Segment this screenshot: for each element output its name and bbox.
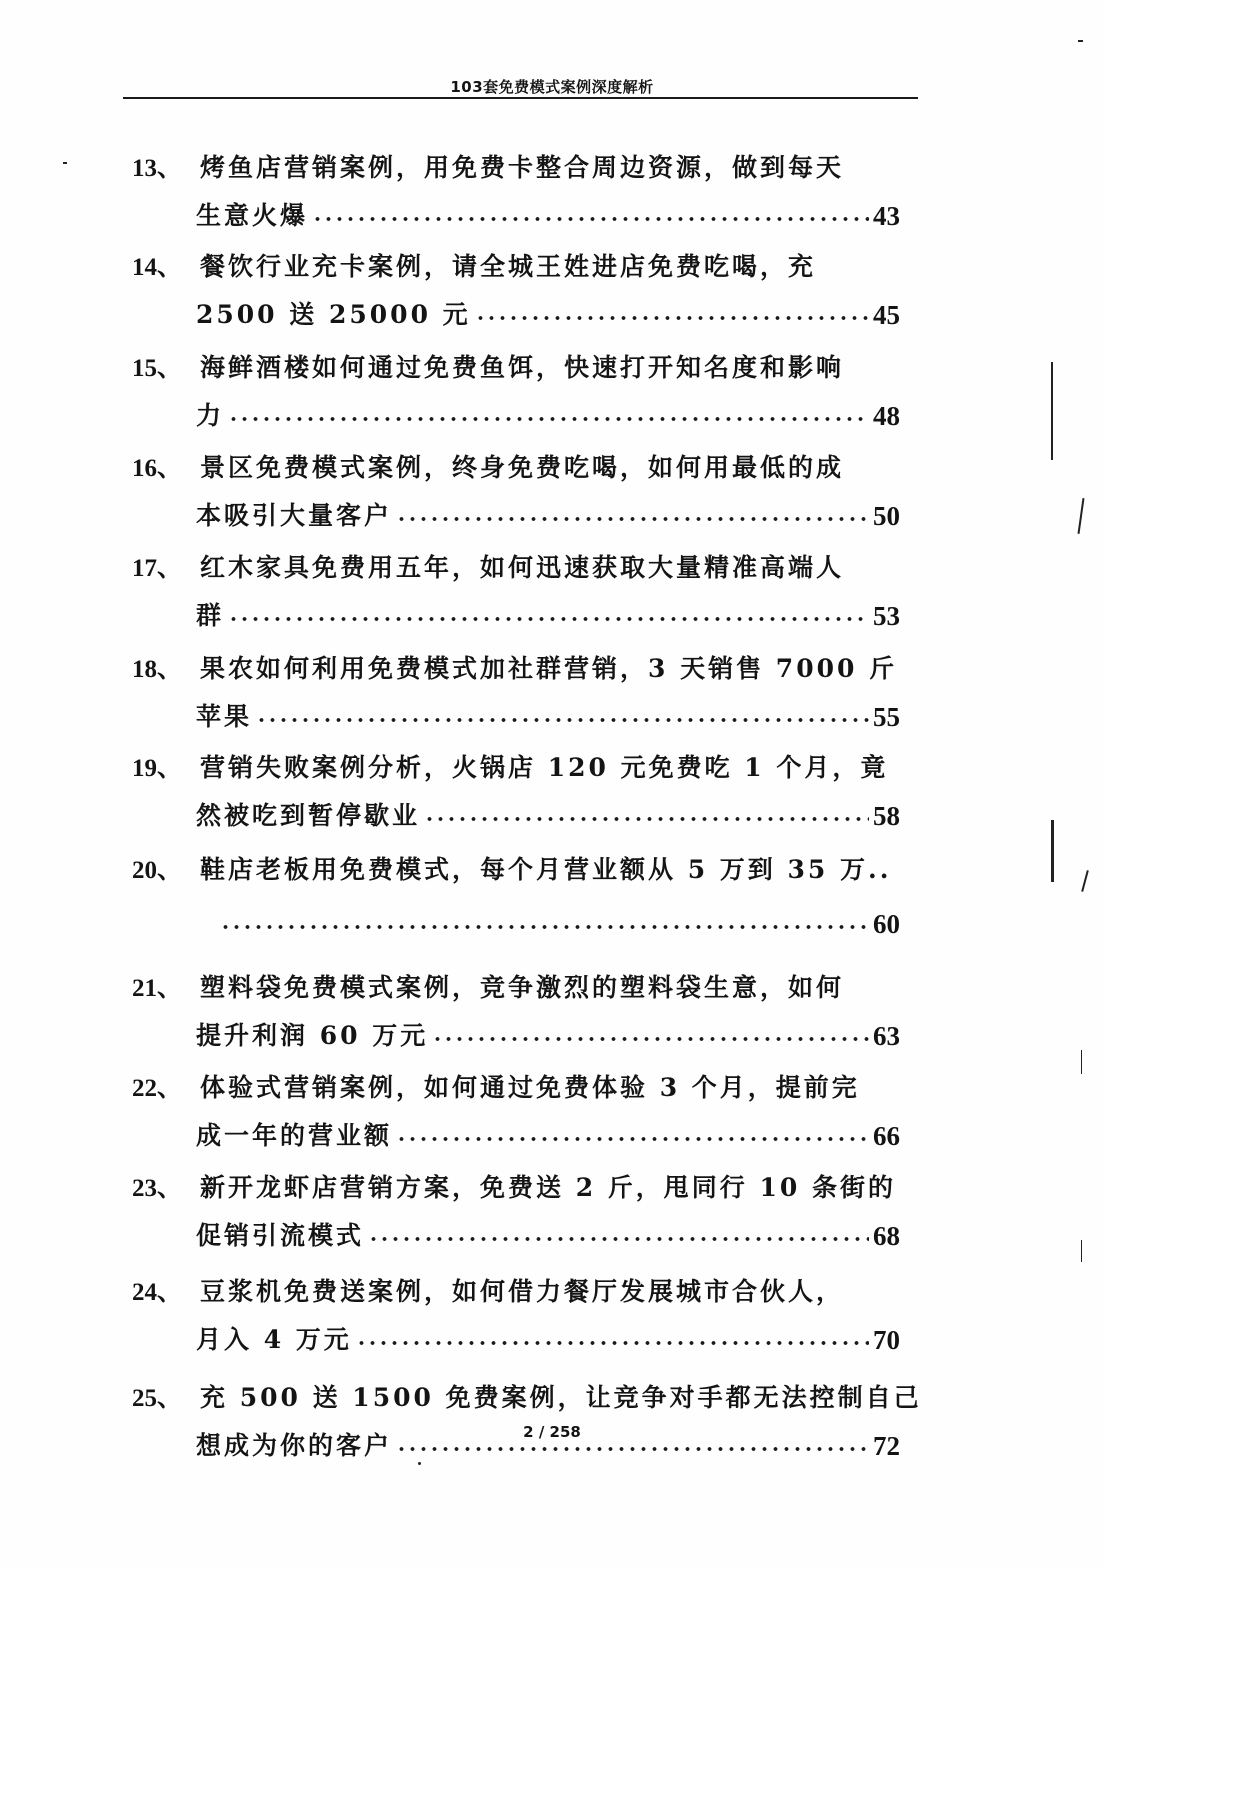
toc-entry[interactable] — [132, 446, 900, 534]
scan-mark — [1078, 40, 1083, 42]
toc-entry[interactable] — [132, 848, 900, 940]
entry-page-number: 43 — [873, 201, 900, 231]
dot-leader — [475, 312, 869, 324]
entry-page-number: 53 — [873, 601, 900, 631]
entry-page-number: 45 — [873, 300, 900, 330]
entry-number: 24、 — [132, 1279, 183, 1306]
entry-page-number: 68 — [873, 1221, 900, 1251]
running-header-title: 103套免费模式案例深度解析 — [450, 78, 654, 96]
entry-number: 20、 — [132, 857, 183, 884]
entry-page-number: 60 — [873, 909, 900, 939]
entry-page-number: 72 — [873, 1431, 900, 1461]
scan-mark — [418, 1462, 421, 1465]
entry-page-number: 48 — [873, 401, 900, 431]
dot-leader — [396, 1443, 869, 1455]
entry-title: 果农如何利用免费模式加社群营销，3 天销售 7000 斤 — [200, 654, 898, 683]
entry-number: 18、 — [132, 656, 183, 683]
entry-title-continued: 群 — [196, 601, 225, 630]
entry-title: 海鲜酒楼如何通过免费鱼饵，快速打开知名度和影响 — [200, 353, 845, 382]
scan-mark — [1081, 1240, 1082, 1262]
entry-page-number: 63 — [873, 1021, 900, 1051]
header-rule — [123, 97, 918, 99]
entry-number: 25、 — [132, 1385, 183, 1412]
entry-page-number: 66 — [873, 1121, 900, 1151]
dot-leader — [228, 413, 869, 425]
dot-leader — [396, 513, 869, 525]
entry-title: 体验式营销案例，如何通过免费体验 3 个月，提前完 — [200, 1073, 860, 1102]
dot-leader — [432, 1033, 869, 1045]
entry-title-continued: 力 — [196, 401, 225, 430]
dot-leader — [368, 1233, 869, 1245]
entry-title-continued: 苹果 — [196, 702, 253, 731]
scan-mark — [1081, 870, 1089, 892]
entry-page-number: 70 — [873, 1325, 900, 1355]
entry-title-continued: 想成为你的客户 — [196, 1431, 393, 1460]
entry-title: 豆浆机免费送案例，如何借力餐厅发展城市合伙人， — [200, 1277, 845, 1306]
entry-page-number: 50 — [873, 501, 900, 531]
entry-title: 营销失败案例分析，火锅店 120 元免费吃 1 个月，竟 — [200, 753, 889, 782]
entry-title: 景区免费模式案例，终身免费吃喝，如何用最低的成 — [200, 453, 845, 482]
entry-page-number: 55 — [873, 702, 900, 732]
entry-number: 21、 — [132, 975, 183, 1002]
page-indicator: 2 / 258 — [523, 1423, 581, 1441]
entry-title-continued: 月入 4 万元 — [196, 1325, 352, 1354]
entry-title-continued: 提升利润 60 万元 — [196, 1021, 429, 1050]
toc-entry[interactable] — [132, 746, 900, 834]
entry-title: 新开龙虾店营销方案，免费送 2 斤，甩同行 10 条街的 — [200, 1173, 897, 1202]
entry-title-continued: 促销引流模式 — [196, 1221, 365, 1250]
toc-entry[interactable] — [132, 245, 900, 333]
entry-title-continued: 生意火爆 — [196, 201, 309, 230]
scan-mark — [1051, 820, 1054, 882]
entry-title-continued: 成一年的营业额 — [196, 1121, 393, 1150]
toc-entry[interactable] — [132, 546, 900, 634]
dot-leader — [228, 613, 869, 625]
entry-title: 烤鱼店营销案例，用免费卡整合周边资源，做到每天 — [200, 153, 845, 182]
entry-number: 22、 — [132, 1075, 183, 1102]
entry-number: 15、 — [132, 355, 183, 382]
dot-leader — [356, 1337, 869, 1349]
entry-title: 红木家具免费用五年，如何迅速获取大量精准高端人 — [200, 553, 845, 582]
toc-entry[interactable] — [132, 966, 900, 1054]
toc-entry[interactable] — [132, 647, 900, 735]
scan-mark — [1078, 498, 1085, 534]
dot-leader — [220, 921, 869, 933]
toc-entry[interactable] — [132, 346, 900, 434]
entry-number: 16、 — [132, 455, 183, 482]
toc-entry[interactable] — [132, 146, 900, 234]
entry-title-continued: 本吸引大量客户 — [196, 501, 393, 530]
toc-entry[interactable] — [132, 1066, 900, 1154]
toc-entry[interactable] — [132, 1270, 900, 1358]
dot-leader — [312, 213, 869, 225]
dot-leader — [256, 714, 869, 726]
scan-mark — [63, 162, 67, 164]
entry-title: 充 500 送 1500 免费案例，让竞争对手都无法控制自己 — [200, 1383, 922, 1412]
scan-mark — [1051, 362, 1053, 460]
entry-number: 19、 — [132, 755, 183, 782]
dot-leader — [424, 813, 869, 825]
entry-title: 塑料袋免费模式案例，竞争激烈的塑料袋生意，如何 — [200, 973, 845, 1002]
toc-entry[interactable] — [132, 1376, 922, 1464]
entry-page-number: 58 — [873, 801, 900, 831]
entry-title-continued: 然被吃到暂停歇业 — [196, 801, 421, 830]
entry-title-continued: 2500 送 25000 元 — [196, 300, 471, 329]
entry-number: 14、 — [132, 254, 183, 281]
entry-title: 鞋店老板用免费模式，每个月营业额从 5 万到 35 万.. — [200, 855, 892, 884]
entry-number: 23、 — [132, 1175, 183, 1202]
entry-number: 17、 — [132, 555, 183, 582]
dot-leader — [396, 1133, 869, 1145]
scan-mark — [1081, 1050, 1082, 1074]
entry-title: 餐饮行业充卡案例，请全城王姓进店免费吃喝，充 — [200, 252, 817, 281]
entry-number: 13、 — [132, 155, 183, 182]
toc-entry[interactable] — [132, 1166, 900, 1254]
